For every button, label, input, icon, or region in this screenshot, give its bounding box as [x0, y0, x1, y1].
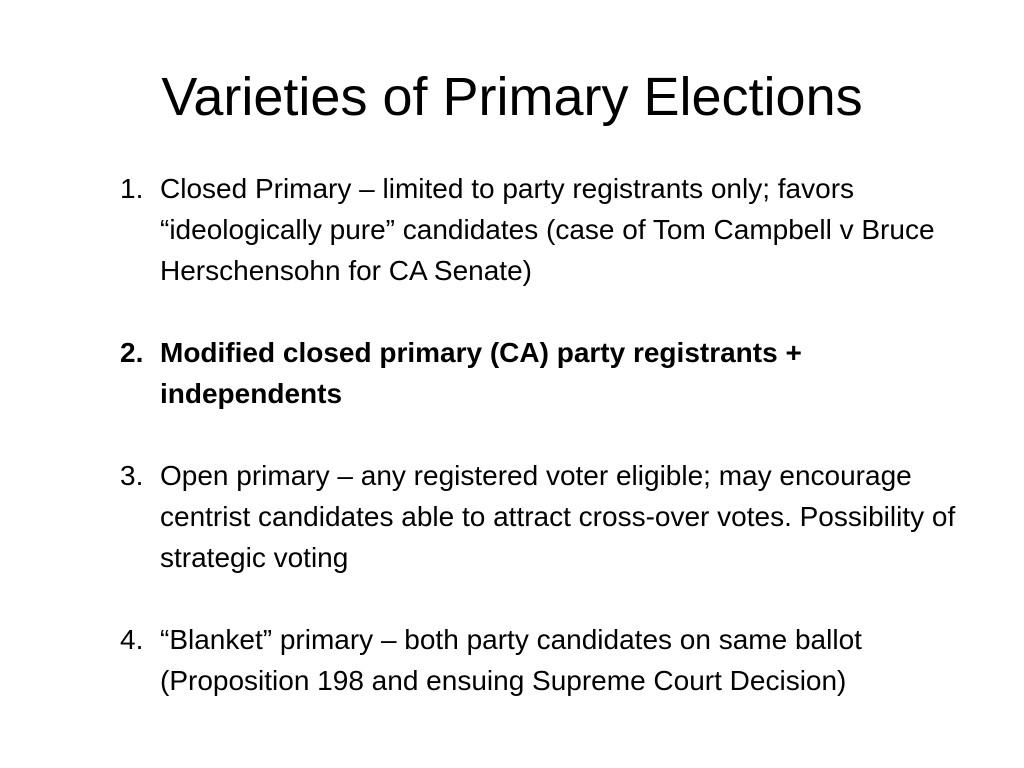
list-item-blanket-primary [120, 619, 970, 701]
item-text: Closed Primary – limited to party registrants only; favors “ideologically pure” candidates (case of Tom Campbell v Bruce Herschensohn for CA Senate) [160, 173, 935, 286]
item-text: Open primary – any registered voter eligible; may encourage centrist candidates able to attract cross-over votes. Possibility of strategic voting [160, 460, 956, 573]
list-item-closed-primary [120, 168, 970, 291]
item-number: 2. [120, 337, 144, 368]
list-item-modified-closed-primary [120, 332, 970, 414]
item-text: “Blanket” primary – both party candidates on same ballot (Proposition 198 and ensuing Supreme Court Decision) [160, 624, 862, 696]
item-number: 4. [120, 624, 144, 655]
list-item-open-primary [120, 455, 970, 578]
item-number: 1. [120, 173, 144, 204]
item-number: 3. [120, 460, 144, 491]
primary-types-list [120, 168, 970, 742]
item-text: Modified closed primary (CA) party registrants + independents [160, 337, 802, 409]
slide-title: Varieties of Primary Elections [161, 67, 863, 127]
